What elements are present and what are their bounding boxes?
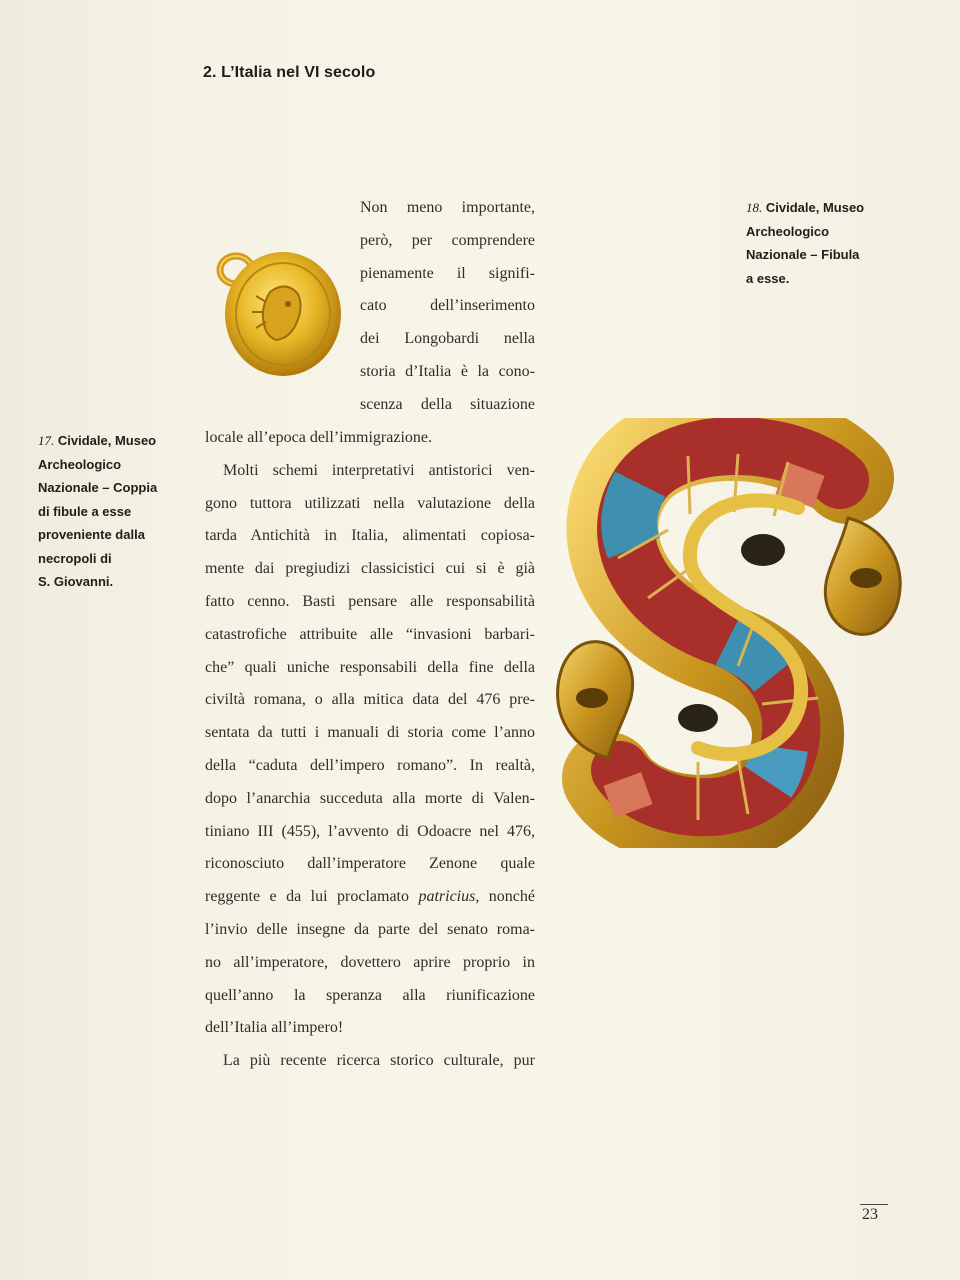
text-line: quell’anno la speranza alla riunificazione	[205, 986, 535, 1004]
text-line: scenza della situazione	[360, 395, 535, 413]
page-number: 23	[862, 1206, 878, 1223]
caption-number: 18.	[746, 200, 763, 215]
gold-coin-pendant-image	[200, 244, 348, 384]
text-line: tiniano III (455), l’avvento di Odoacre nel 476,	[205, 822, 535, 840]
main-text-column	[205, 422, 535, 1078]
caption-line: proveniente dalla	[38, 527, 145, 542]
text-line: La più recente ricerca storico culturale, pur	[223, 1052, 535, 1070]
text-line-with-italic	[205, 881, 535, 914]
text-fragment: reggente e da lui proclamato	[205, 888, 419, 906]
text-line: cato dell’inserimento	[360, 297, 535, 315]
text-line: della “caduta dell’impero romano”. In realtà,	[205, 756, 535, 774]
text-line: civiltà romana, o alla mitica data del 476 pre-	[205, 691, 535, 709]
intro-paragraph	[360, 192, 535, 422]
figure-18-marker: 18	[866, 462, 879, 477]
caption-line: Nazionale – Coppia	[38, 480, 158, 495]
text-line: l’invio delle insegne da parte del senato roma-	[205, 920, 535, 938]
text-line: dei Longobardi nella	[360, 330, 535, 348]
text-line: pienamente il signifi-	[360, 264, 535, 282]
text-line: però, per comprendere	[360, 231, 535, 249]
text-line: gono tuttora utilizzati nella valutazione della	[205, 494, 535, 512]
text-line: Molti schemi interpretativi antistorici ven-	[223, 461, 535, 479]
chapter-title: 2. L’Italia nel VI secolo	[203, 64, 376, 81]
text-line: Non meno importante,	[360, 199, 535, 216]
text-line: mente dai pregiudizi classicistici cui si è già	[205, 560, 535, 578]
italic-term: patricius	[418, 888, 476, 906]
s-brooch-image	[548, 418, 910, 848]
text-line: dopo l’anarchia succeduta alla morte di Valen-	[205, 789, 535, 807]
text-line: fatto cenno. Basti pensare alle responsabilità	[205, 592, 535, 610]
text-fragment: , nonché	[475, 888, 536, 906]
caption-line: a esse.	[746, 270, 790, 286]
text-line: locale all’epoca dell’immigrazione.	[205, 429, 432, 446]
text-line: riconosciuto dall’imperatore Zenone quale	[205, 855, 535, 873]
text-line: catastrofiche attribuite alle “invasioni barbari-	[205, 625, 535, 643]
text-line: tarda Antichità in Italia, alimentati copiosa-	[205, 527, 535, 545]
caption-line: Nazionale – Fibula	[746, 247, 860, 262]
caption-line: necropoli di	[38, 550, 112, 566]
text-line: che” quali uniche responsabili della fine della	[205, 658, 535, 676]
page-number-rule	[860, 1204, 888, 1205]
caption-line: Cividale, Museo	[765, 200, 865, 215]
caption-figure-17	[38, 429, 178, 594]
caption-number: 17.	[38, 433, 55, 448]
caption-line: S. Giovanni.	[38, 574, 114, 589]
text-line: sentata da tutti i manuali di storia come l’anno	[205, 724, 535, 742]
caption-line: Cividale, Museo	[57, 433, 157, 448]
caption-line: di fibule a esse	[38, 503, 132, 519]
text-line: no all’imperatore, dovettero aprire proprio in	[205, 953, 535, 971]
caption-line: Archeologico	[38, 456, 122, 472]
caption-line: Archeologico	[746, 223, 830, 239]
caption-figure-18	[746, 196, 886, 290]
text-line: dell’Italia all’impero!	[205, 1019, 344, 1037]
text-line: storia d’Italia è la cono-	[360, 362, 535, 380]
